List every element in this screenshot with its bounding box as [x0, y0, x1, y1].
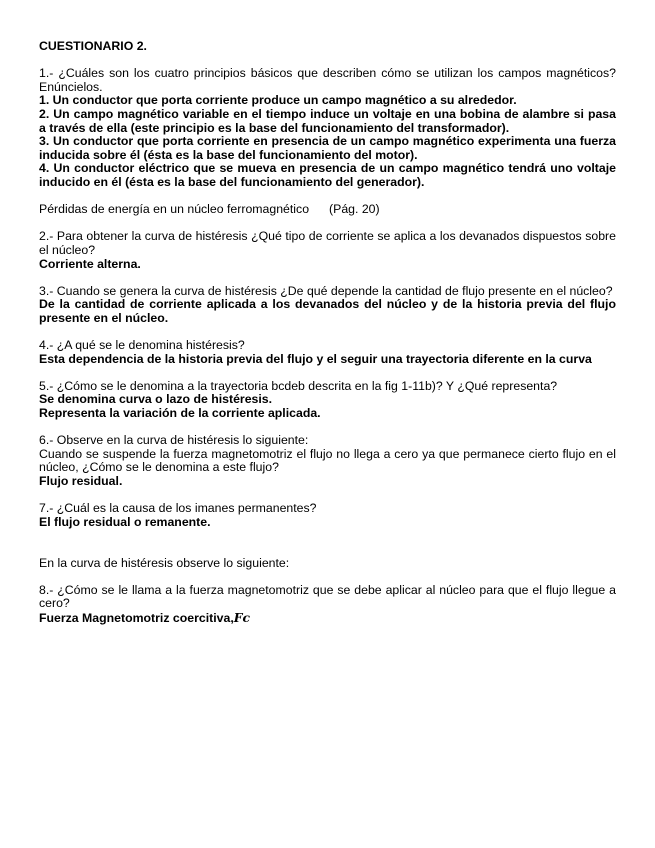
spacer [39, 271, 616, 285]
section-heading-text: Pérdidas de energía en un núcleo ferromagnético [39, 202, 310, 217]
answer-1-3: 3. Un conductor que porta corriente en presencia de un campo magnético experimenta una fuerza inducida sobre él (ésta es la base del funcionamiento del motor). [39, 134, 616, 162]
question-6-intro: 6.- Observe en la curva de histéresis lo siguiente: [39, 433, 309, 448]
answer-7: El flujo residual o remanente. [39, 514, 211, 529]
spacer [39, 421, 616, 435]
answer-1-1: 1. Un conductor que porta corriente produce un campo magnético a su alrededor. [39, 93, 517, 108]
section-heading-hysteresis: En la curva de histéresis observe lo siguiente: [39, 555, 290, 570]
page-reference: (Pág. 20) [329, 202, 380, 217]
answer-1-4: 4. Un conductor eléctrico que se mueva en presencia de un campo magnético tendrá uno voltaje inducido en él (ésta es la base del funcionamiento del generador). [39, 161, 616, 189]
document-title: CUESTIONARIO 2. [39, 39, 147, 53]
spacer [39, 54, 616, 68]
question-6: Cuando se suspende la fuerza magnetomotriz el flujo no llega a cero ya que permanece cierto flujo en el núcleo, ¿Cómo se le denomina a este flujo? [39, 446, 616, 475]
answer-5-1: Se denomina curva o lazo de histéresis. [39, 392, 273, 407]
answer-8-text: Fuerza Magnetomotriz coercitiva, [39, 610, 234, 625]
question-5: 5.- ¿Cómo se le denomina a la trayectoria bcdeb descrita en la fig 1-11b)? Y ¿Qué representa? [39, 378, 558, 393]
spacer [39, 570, 616, 584]
question-8: 8.- ¿Cómo se le llama a la fuerza magnetomotriz que se debe aplicar al núcleo para que el flujo llegue a cero? [39, 582, 616, 611]
answer-4: Esta dependencia de la historia previa del flujo y el seguir una trayectoria diferente en la curva [39, 351, 592, 366]
section-heading-losses [39, 203, 616, 217]
answer-1-2: 2. Un campo magnético variable en el tiempo induce un voltaje en una bobina de alambre si pasa a través de ella (este principio es la base del funcionamiento del transformador). [39, 106, 616, 135]
answer-6: Flujo residual. [39, 474, 123, 488]
question-4: 4.- ¿A qué se le denomina histéresis? [39, 338, 245, 353]
question-3: 3.- Cuando se genera la curva de histéresis ¿De qué depende la cantidad de flujo presente en el núcleo? [39, 283, 613, 298]
answer-2: Corriente alterna. [39, 256, 141, 271]
spacer [39, 366, 616, 380]
spacer [39, 489, 616, 503]
spacer [39, 217, 616, 231]
question-1: 1.- ¿Cuáles son los cuatro principios básicos que describen cómo se utilizan los campos magnéticos? Enúncielos. [39, 66, 616, 94]
answer-5-2: Representa la variación de la corriente aplicada. [39, 406, 321, 421]
question-7: 7.- ¿Cuál es la causa de los imanes permanentes? [39, 501, 317, 516]
spacer [39, 325, 616, 339]
spacer [39, 529, 616, 556]
document-page [39, 40, 616, 626]
answer-3: De la cantidad de corriente aplicada a los devanados del núcleo y de la historia previa del flujo presente en el núcleo. [39, 297, 616, 325]
question-2: 2.- Para obtener la curva de histéresis ¿Qué tipo de corriente se aplica a los devanados dispuestos sobre el núcleo? [39, 229, 616, 257]
spacer [39, 190, 616, 204]
answer-8 [39, 611, 616, 626]
coercive-force-symbol: Fc [233, 609, 250, 625]
